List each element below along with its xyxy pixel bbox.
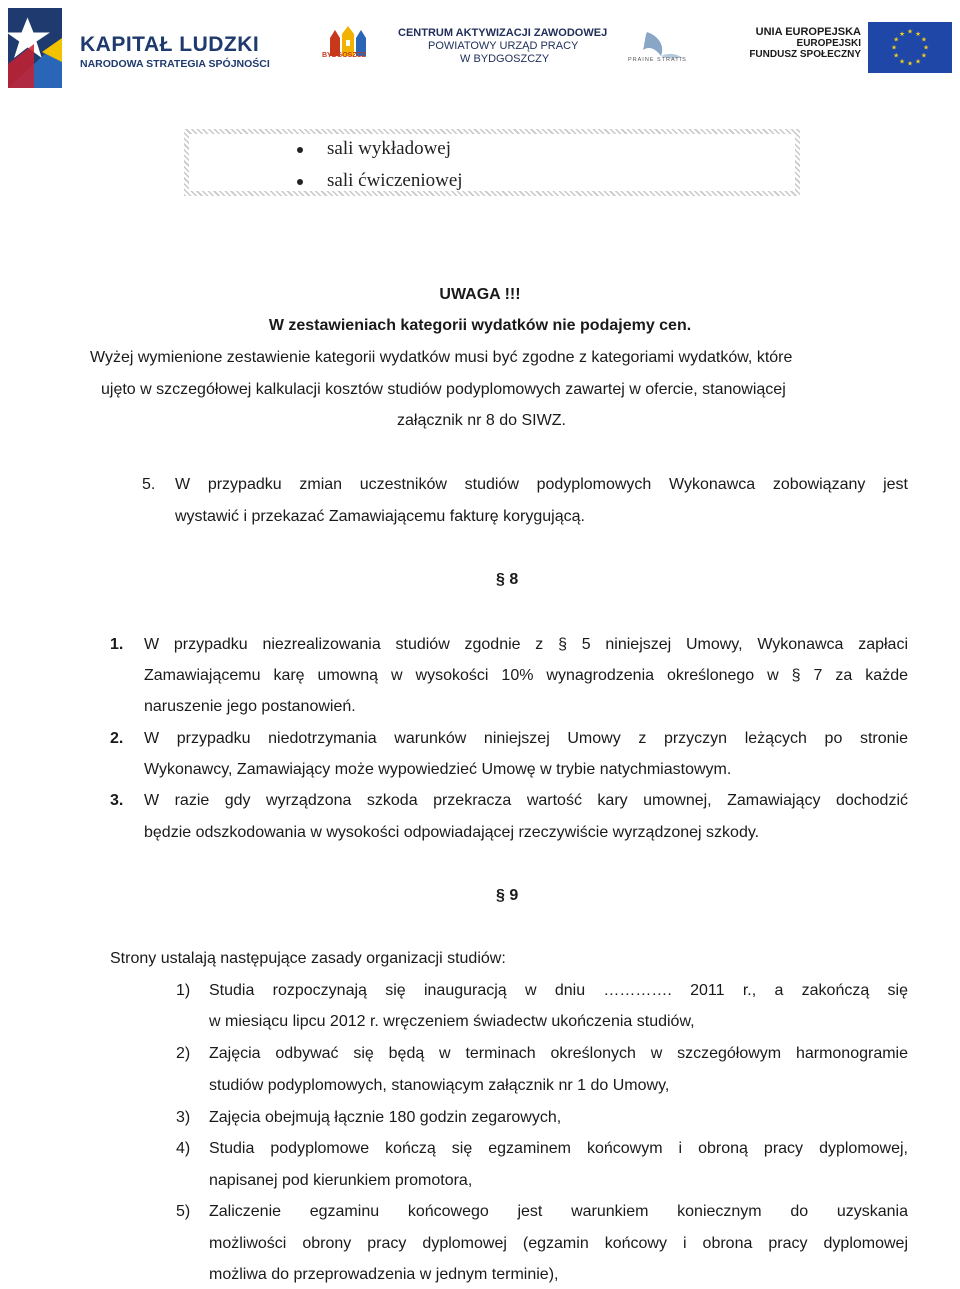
s9-item-5-line-3: możliwa do przeprowadzenia w jednym terminie),	[209, 1266, 559, 1283]
s9-item-3-line-1: Zajęcia obejmują łącznie 180 godzin zegarowych,	[209, 1109, 562, 1126]
uwaga-line-3: załącznik nr 8 do SIWZ.	[397, 412, 566, 429]
s8-item-1-line-3: naruszenie jego postanowień.	[144, 698, 356, 715]
eu-star-icon: ★	[891, 44, 897, 52]
s8-item-1-line-2: Zamawiającemu karę umowną w wysokości 10% wynagrodzenia określonego w § 7 za każde	[144, 667, 908, 684]
caz-line-2: POWIATOWY URZĄD PRACY	[428, 40, 579, 52]
s9-item-5-line-2: możliwości obrony pracy dyplomowej (egzamin końcowy i obrona pracy dyplomowej	[209, 1235, 908, 1252]
caz-line-1: CENTRUM AKTYWIZACJI ZAWODOWEJ	[398, 27, 608, 39]
uwaga-title: UWAGA !!!	[439, 286, 521, 303]
s9-item-4-line-2: napisanej pod kierunkiem promotora,	[209, 1172, 473, 1189]
s8-item-2-line-1: W przypadku niedotrzymania warunków niniejszej Umowy z przyczyn leżących po stronie	[144, 730, 908, 747]
eu-star-icon: ★	[907, 60, 913, 68]
uwaga-line-1: Wyżej wymienione zestawienie kategorii wydatków musi być zgodne z kategoriami wydatków, które	[90, 349, 793, 366]
bullet-dot	[297, 147, 303, 153]
s9-item-1-line-1: Studia rozpoczynają się inauguracją w dniu …………. 2011 r., a zakończą się	[209, 982, 908, 999]
bydgoszcz-logo-icon	[322, 26, 384, 68]
s8-item-1-number: 1.	[110, 636, 124, 653]
kapital-ludzki-subtitle: NARODOWA STRATEGIA SPÓJNOŚCI	[80, 58, 270, 70]
caz-pup-logo-text	[398, 27, 607, 66]
s8-item-2-line-2: Wykonawcy, Zamawiający może wypowiedzieć Umowę w trybie natychmiastowym.	[144, 761, 732, 778]
section-9-intro: Strony ustalają następujące zasady organizacji studiów:	[110, 950, 506, 967]
eu-line-3: FUNDUSZ SPOŁECZNY	[749, 49, 861, 60]
bydgoszcz-label: BYDGOSZCZ	[322, 52, 366, 59]
s9-item-4-line-1: Studia podyplomowe kończą się egzaminem końcowym i obroną pracy dyplomowej,	[209, 1140, 908, 1157]
s8-item-1-line-1: W przypadku niezrealizowania studiów zgodnie z § 5 niniejszej Umowy, Wykonawca zapłaci	[144, 636, 908, 653]
uwaga-subtitle: W zestawieniach kategorii wydatków nie podajemy cen.	[268, 317, 692, 334]
point5-line-2: wystawić i przekazać Zamawiającemu fakturę korygującą.	[175, 508, 585, 525]
s9-item-1-number: 1)	[176, 982, 191, 999]
s9-item-5-line-1: Zaliczenie egzaminu końcowego jest warunkiem koniecznym do uzyskania	[209, 1203, 908, 1220]
bird-logo-text: PRAINE STRATIS	[628, 57, 687, 63]
eu-star-icon: ★	[915, 30, 921, 38]
eu-star-icon: ★	[893, 52, 900, 60]
hatched-box	[184, 129, 800, 196]
eu-line-2: EUROPEJSKI	[796, 38, 861, 49]
point5-number: 5.	[142, 476, 156, 493]
caz-line-3: W BYDGOSZCZY	[460, 53, 550, 65]
point5-line-1: W przypadku zmian uczestników studiów podyplomowych Wykonawca zobowiązany jest	[175, 476, 908, 493]
s9-item-1-line-2: w miesiącu lipcu 2012 r. wręczeniem świadectw ukończenia studiów,	[209, 1013, 695, 1030]
kapital-ludzki-emblem-icon	[4, 4, 84, 90]
bullet-dot	[297, 179, 303, 185]
section-8-heading: § 8	[496, 571, 519, 588]
room-item: sali ćwiczeniowej	[327, 170, 463, 191]
s8-item-2-number: 2.	[110, 730, 124, 747]
eu-star-icon: ★	[920, 52, 927, 60]
eu-star-icon: ★	[907, 28, 913, 36]
s9-item-2-line-1: Zajęcia odbywać się będą w terminach określonych w szczegółowym harmonogramie	[209, 1045, 908, 1062]
s9-item-3-number: 3)	[176, 1109, 191, 1126]
eu-star-icon: ★	[899, 58, 905, 66]
s9-item-5-number: 5)	[176, 1203, 191, 1220]
s8-item-3-line-1: W razie gdy wyrządzona szkoda przekracza wartość kary umownej, Zamawiający dochodzić	[144, 792, 908, 809]
eu-line-1: UNIA EUROPEJSKA	[755, 26, 861, 38]
s9-item-4-number: 4)	[176, 1140, 191, 1157]
s9-item-2-line-2: studiów podyplomowych, stanowiącym załącznik nr 1 do Umowy,	[209, 1077, 670, 1094]
eu-text	[745, 26, 861, 60]
kapital-ludzki-title: KAPITAŁ LUDZKI	[80, 33, 260, 56]
eu-flag-icon	[868, 22, 952, 73]
s8-item-3-line-2: będzie odszkodowania w wysokości odpowiadającej rzeczywiście wyrządzonej szkody.	[144, 824, 760, 841]
room-item: sali wykładowej	[327, 138, 452, 159]
s9-item-2-number: 2)	[176, 1045, 191, 1062]
section-9-heading: § 9	[496, 887, 519, 904]
s8-item-3-number: 3.	[110, 792, 124, 809]
eu-star-icon: ★	[899, 30, 905, 38]
eu-star-icon: ★	[915, 58, 921, 66]
uwaga-line-2: ujęto w szczegółowej kalkulacji kosztów studiów podyplomowych zawartej w ofercie, stanowiącej	[101, 381, 786, 398]
eu-star-icon: ★	[923, 44, 929, 52]
eu-star-icon: ★	[920, 36, 927, 44]
eu-star-icon: ★	[893, 36, 900, 44]
page-header	[0, 0, 960, 95]
